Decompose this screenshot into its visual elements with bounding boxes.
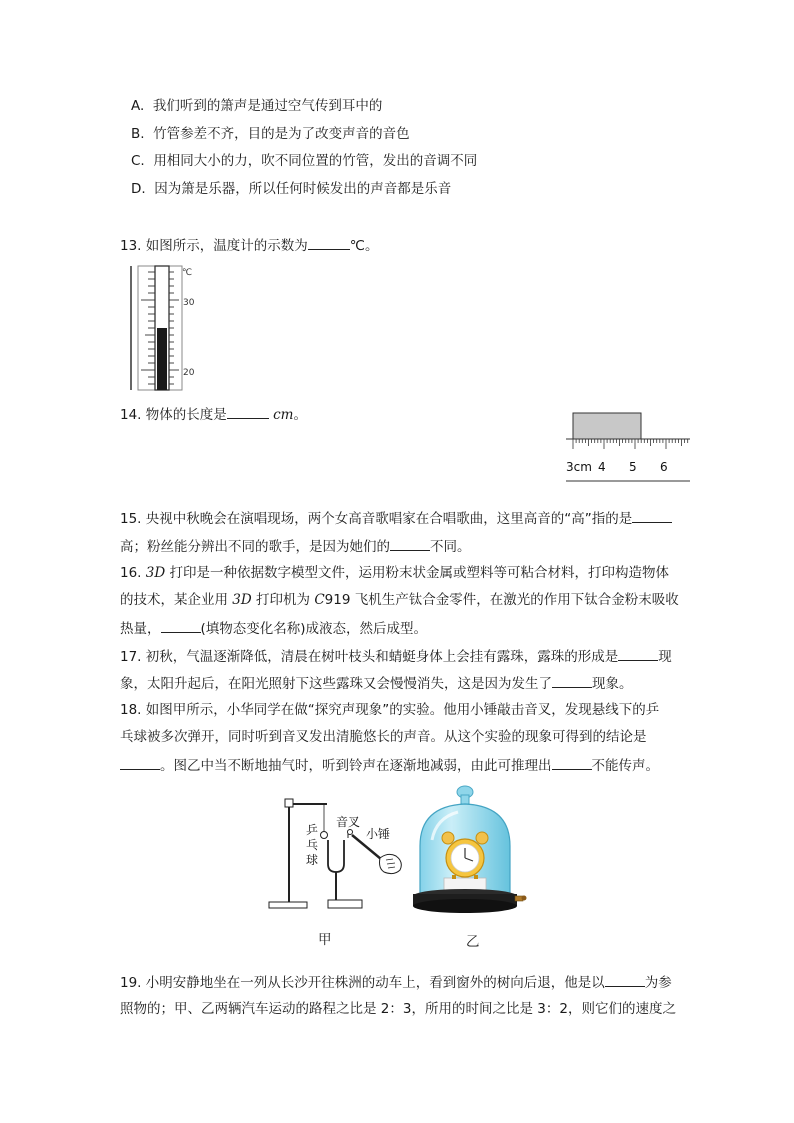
caption-yi: 乙 <box>466 934 480 950</box>
answer-blank[interactable] <box>552 755 592 770</box>
bell-jar-figure <box>410 782 528 924</box>
question-19-line-2: 照物的；甲、乙两辆汽车运动的路程之比是 2：3，所用的时间之比是 3：2，则它们的速度之 <box>120 1001 676 1017</box>
ruler-label-5: 5 <box>629 460 637 474</box>
answer-blank[interactable] <box>632 508 672 523</box>
question-15-line-2: 高；粉丝能分辨出不同的歌手，是因为她们的 不同。 <box>120 536 471 557</box>
ruler-figure <box>560 408 695 484</box>
label-tuning-fork: 音叉 <box>336 815 361 829</box>
ruler-label-6: 6 <box>660 460 668 474</box>
thermometer-label-20: 20 <box>183 368 195 378</box>
question-17-line-1: 17. 初秋，气温逐渐降低，清晨在树叶枝头和蜻蜓身体上会挂有露珠，露珠的形成是 现 <box>120 646 672 667</box>
answer-blank[interactable] <box>605 972 645 987</box>
mercury-column <box>157 328 167 390</box>
option-a: A. 我们听到的箫声是通过空气传到耳中的 <box>131 98 383 114</box>
answer-blank[interactable] <box>308 235 350 250</box>
ruler-label-4: 4 <box>598 460 606 474</box>
question-19-line-1: 19. 小明安静地坐在一列从长沙开往株洲的动车上，看到窗外的树向后退，他是以 为参 <box>120 972 672 993</box>
question-14: 14. 物体的长度是 cm。 <box>120 404 307 425</box>
ping-pong-ball <box>321 832 328 839</box>
option-c: C. 用相同大小的力，吹不同位置的竹管，发出的音调不同 <box>131 153 478 169</box>
question-16-line-1: 16. 3D 打印是一种依据数字模型文件，运用粉末状金属或塑料等可粘合材料，打印构造物体 <box>120 565 669 581</box>
question-16-line-2: 的技术，某企业用 3D 打印机为 C919 飞机生产钛合金零件，在激光的作用下钛合金粉末吸收 <box>120 592 679 608</box>
question-16-line-3: 热量， (填物态变化名称)成液态，然后成型。 <box>120 618 427 639</box>
label-hammer: 小锤 <box>366 827 391 841</box>
label-ping: 乒 <box>306 823 319 837</box>
answer-blank[interactable] <box>120 755 160 770</box>
question-13: 13. 如图所示，温度计的示数为 ℃。 <box>120 235 378 256</box>
measured-block <box>573 413 641 439</box>
answer-blank[interactable] <box>161 618 201 633</box>
tuning-fork-figure <box>262 792 412 916</box>
question-15-line-1: 15. 央视中秋晚会在演唱现场，两个女高音歌唱家在合唱歌曲，这里高音的“高”指的是 <box>120 508 672 529</box>
ruler-label-3cm: 3cm <box>566 460 592 474</box>
answer-blank[interactable] <box>618 646 658 661</box>
question-18-line-3: 。图乙中当不断地抽气时，听到铃声在逐渐地减弱，由此可推理出 不能传声。 <box>120 755 659 776</box>
answer-blank[interactable] <box>552 673 592 688</box>
thermometer-figure <box>126 262 206 394</box>
option-d: D. 因为箫是乐器，所以任何时候发出的声音都是乐音 <box>131 181 452 197</box>
thermometer-label-30: 30 <box>183 298 195 308</box>
thermometer-unit: ℃ <box>182 268 193 278</box>
option-b: B. 竹管参差不齐，目的是为了改变声音的音色 <box>131 126 410 142</box>
label-pang: 乓 <box>306 838 319 852</box>
caption-jia: 甲 <box>318 932 332 948</box>
answer-blank[interactable] <box>227 404 269 419</box>
label-qiu: 球 <box>306 853 319 867</box>
answer-blank[interactable] <box>390 536 430 551</box>
question-18-line-2: 乓球被多次弹开，同时听到音叉发出清脆悠长的声音。从这个实验的现象可得到的结论是 <box>120 729 647 745</box>
question-17-line-2: 象，太阳升起后，在阳光照射下这些露珠又会慢慢消失，这是因为发生了 现象。 <box>120 673 633 694</box>
hand <box>380 854 402 873</box>
question-18-line-1: 18. 如图甲所示，小华同学在做“探究声现象”的实验。他用小锤敲击音叉，发现悬线下的乒 <box>120 702 660 718</box>
